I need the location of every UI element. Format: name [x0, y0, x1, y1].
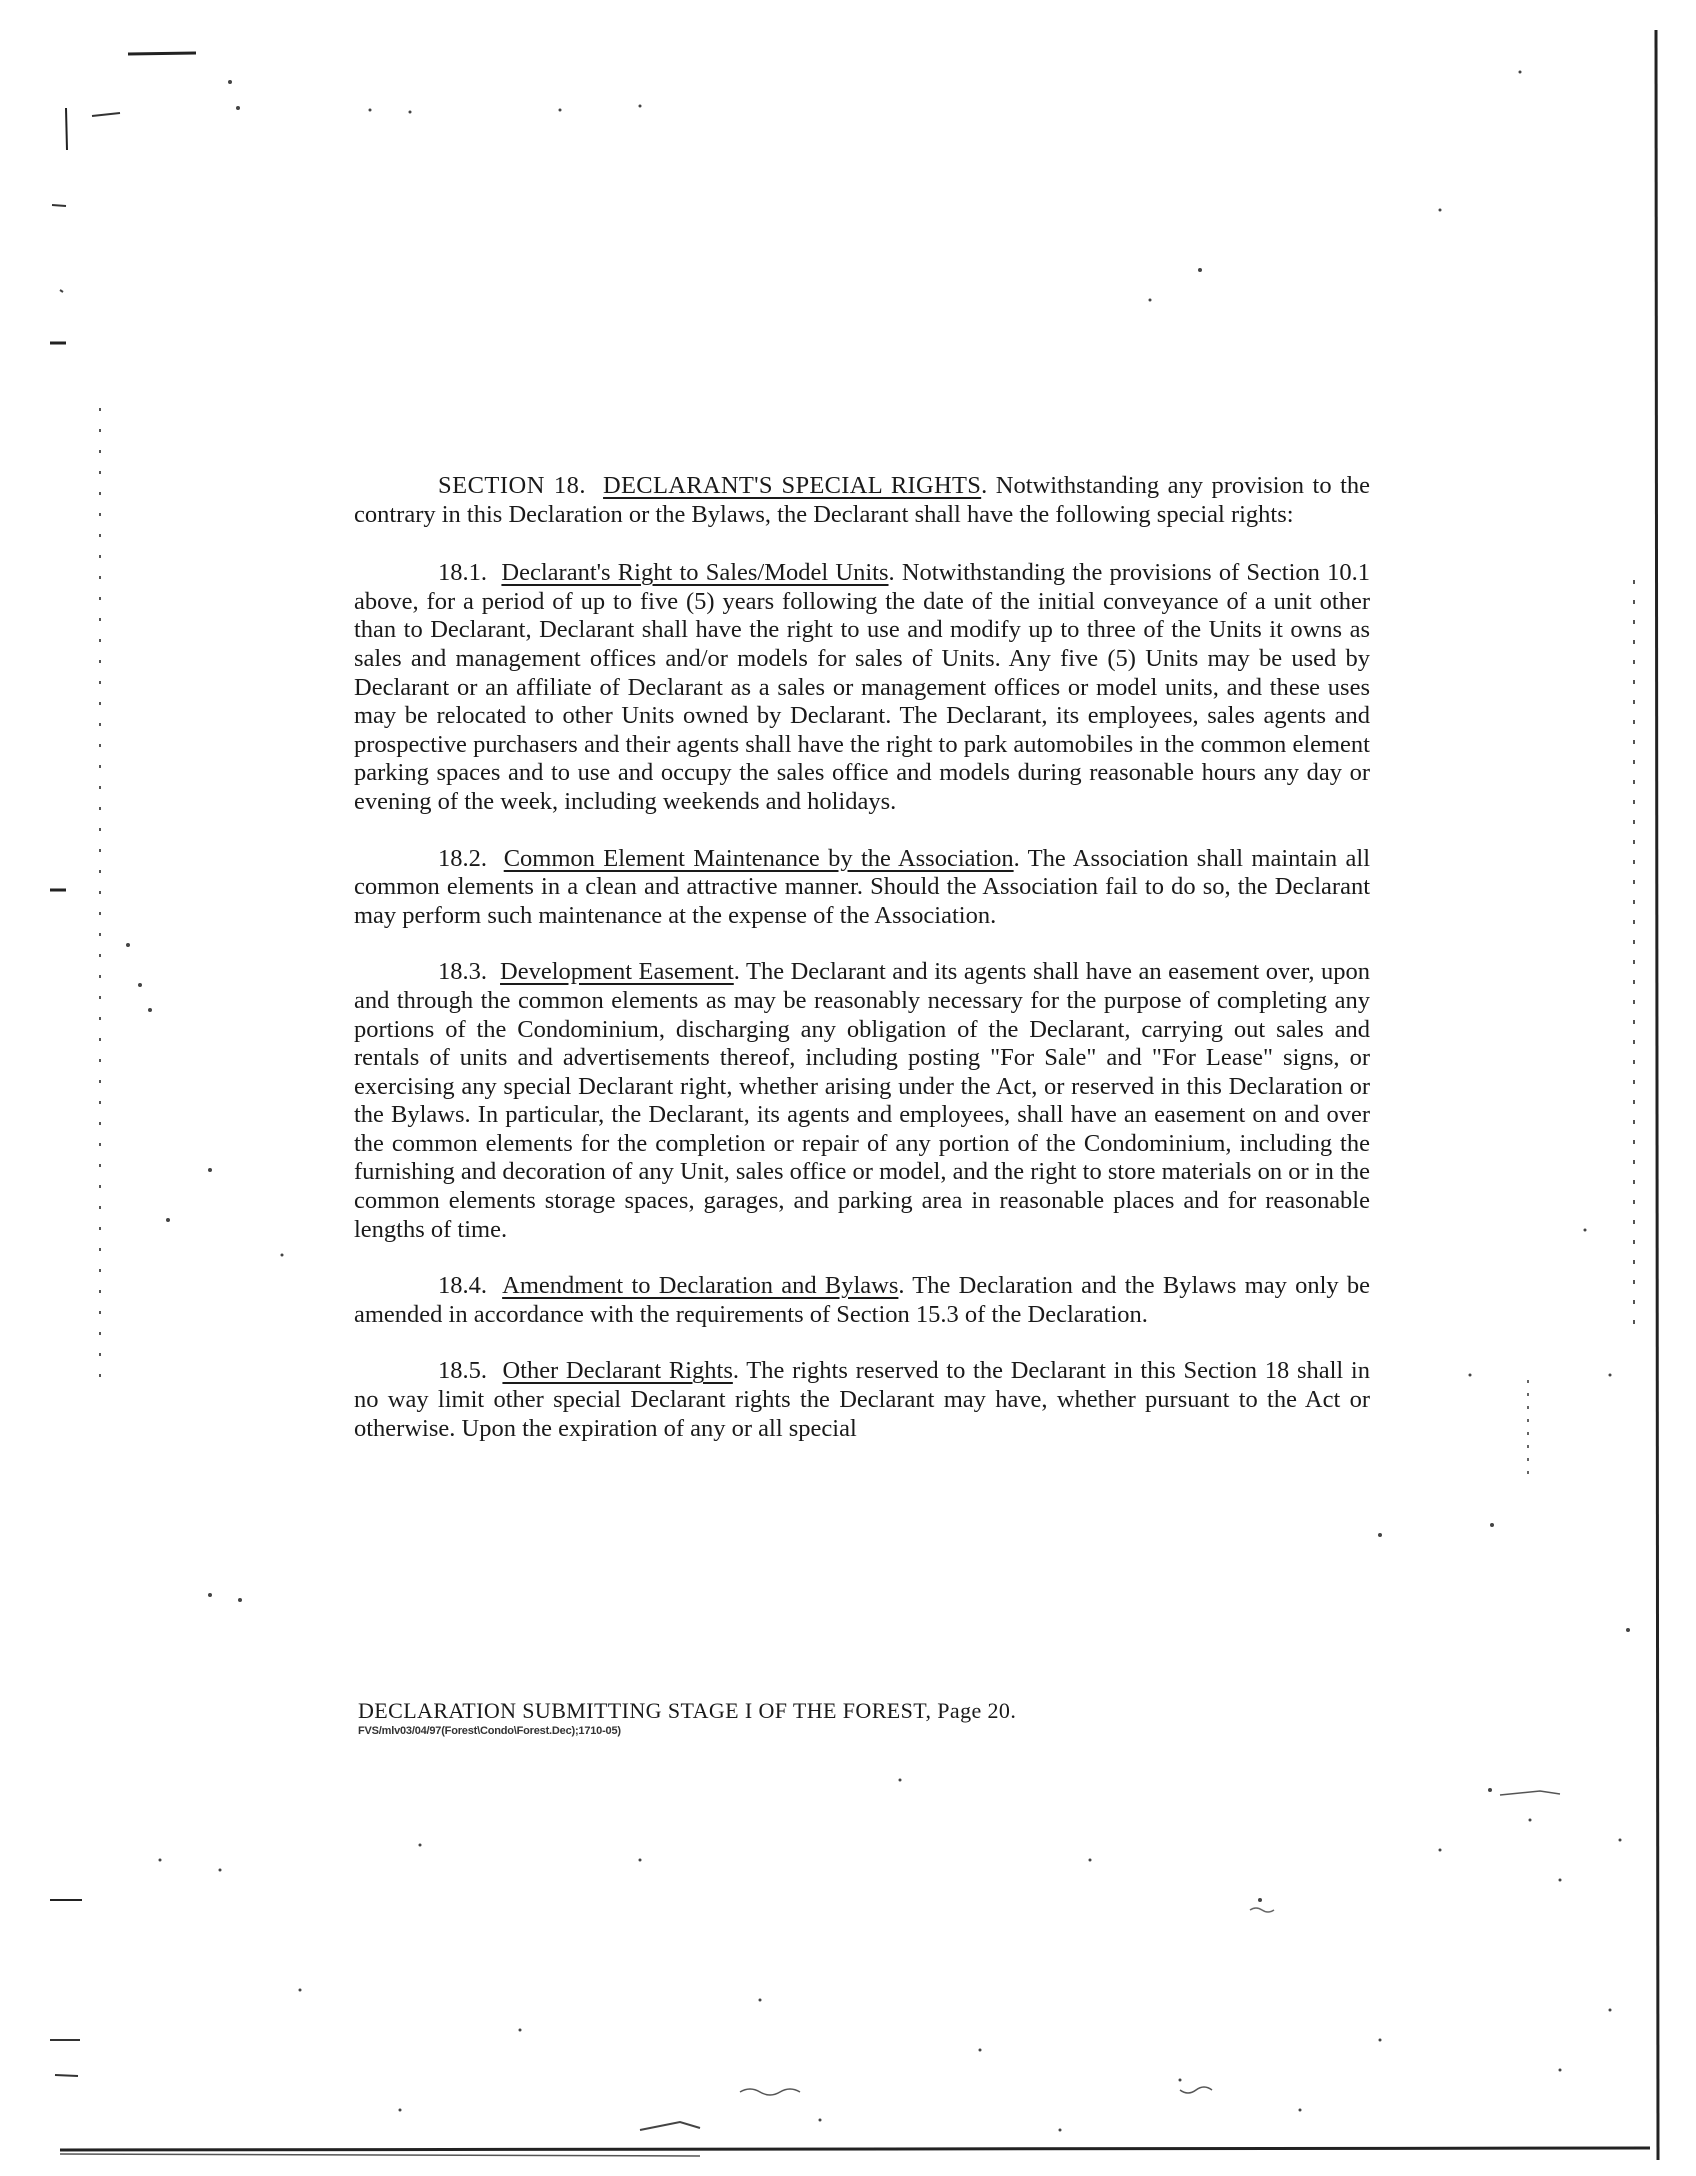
footer-file-code: FVS/mlv03/04/97(Forest\Condo\Forest.Dec);1710-05) [358, 1725, 621, 1737]
subsection-18-1 [354, 559, 1370, 816]
subsection-text: . The Declarant and its agents shall have an easement over, upon and through the common elements as may be reasonably necessary for the purpose of completing any portions of the Condominium, discharging any obligation of the Declarant, carrying out sales and rentals of units and advertisements thereof, including posting "For Sale" and "For Lease" signs, or exercising any special Declarant right, whether arising under the Act, or reserved in this Declaration or the Bylaws. In particular, the Declarant, its agents and employees, shall have an easement on and over the common elements for the completion or repair of any portion of the Condominium, including the furnishing and decoration of any Unit, sales office or model, and the right to store materials on or in the common elements storage spaces, garages, and parking area in reasonable places and for reasonable lengths of time. [354, 958, 1370, 1243]
page-footer [358, 1698, 1258, 1738]
subsection-title: Common Element Maintenance by the Association [503, 844, 1014, 872]
subsection-18-2 [354, 845, 1370, 931]
subsection-number: 18.2. [438, 844, 487, 872]
subsection-18-3 [354, 958, 1370, 1244]
subsection-number: 18.4. [438, 1272, 487, 1300]
section-18-intro [354, 472, 1370, 529]
subsection-text: . Notwithstanding the provisions of Section 10.1 above, for a period of up to five (5) years following the date of the initial conveyance of a unit other than to Declarant, Declarant shall have the right to use and modify up to three of the Units it owns as sales and management offices and/or models for sales of Units. Any five (5) Units may be used by Declarant or an affiliate of Declarant as a sales or management offices or model units, and these uses may be relocated to other Units owned by Declarant. The Declarant, its employees, sales agents and prospective purchasers and their agents shall have the right to park automobiles in the common element parking spaces and to use and occupy the sales office and models during reasonable hours any day or evening of the week, including weekends and holidays. [354, 559, 1371, 815]
subsection-18-4 [354, 1272, 1370, 1329]
subsection-title: Development Easement [500, 958, 734, 986]
subsection-number: 18.1. [438, 559, 487, 587]
subsection-number: 18.3. [438, 958, 487, 986]
document-body [354, 472, 1370, 1471]
subsection-title: Declarant's Right to Sales/Model Units [501, 559, 889, 587]
section-intro-text: . Notwithstanding any provision to the contrary in this Declaration or the Bylaws, the Declarant shall have the following special rights: [354, 472, 1370, 528]
subsection-title: Amendment to Declaration and Bylaws [502, 1272, 899, 1300]
subsection-number: 18.5. [438, 1357, 487, 1385]
subsection-text: . The Association shall maintain all common elements in a clean and attractive manner. Should the Association fail to do so, the Declarant may perform such maintenance at the expense of the Association. [354, 844, 1370, 929]
subsection-18-5 [354, 1357, 1370, 1443]
section-label: SECTION 18. [438, 472, 587, 499]
section-title: DECLARANT'S SPECIAL RIGHTS [603, 472, 982, 499]
subsection-title: Other Declarant Rights [502, 1357, 733, 1385]
subsection-text: . The rights reserved to the Declarant in this Section 18 shall in no way limit other special Declarant rights the Declarant may have, whether pursuant to the Act or otherwise. Upon the expiration of any or all special [354, 1357, 1370, 1442]
footer-title: DECLARATION SUBMITTING STAGE I OF THE FOREST, Page 20. [358, 1698, 1017, 1723]
subsection-text: . The Declaration and the Bylaws may only be amended in accordance with the requirements of Section 15.3 of the Declaration. [354, 1272, 1370, 1328]
